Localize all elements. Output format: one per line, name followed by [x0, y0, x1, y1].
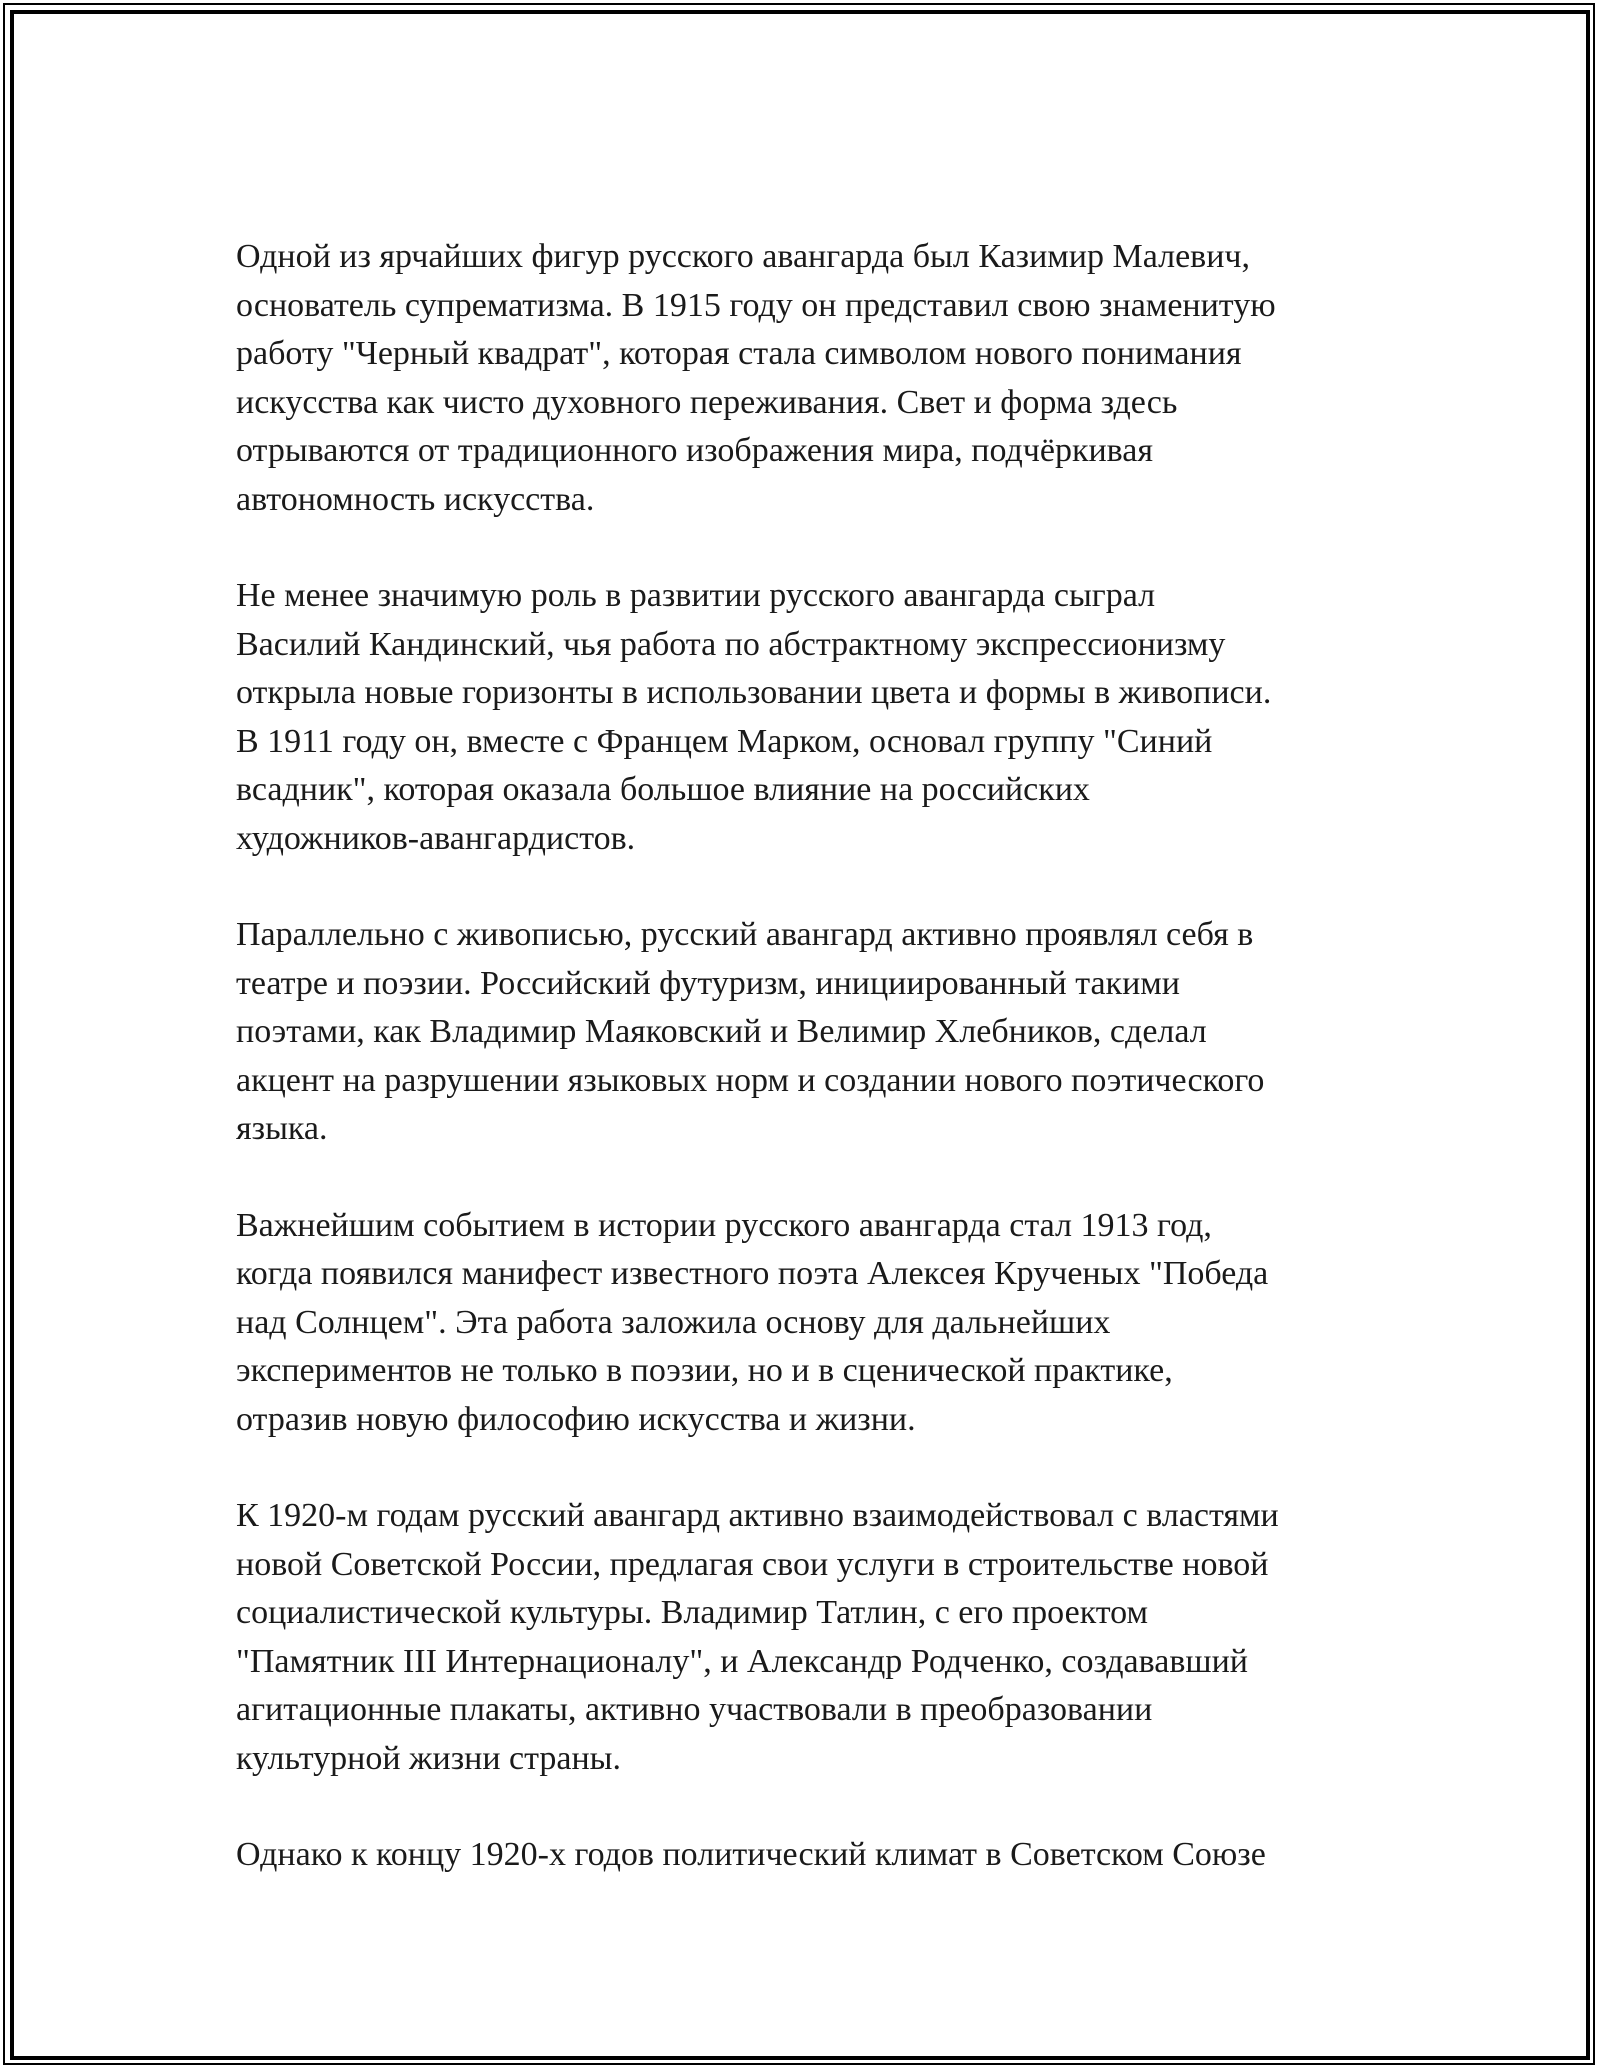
text-line: агитационные плакаты, активно участвовали в преобразовании: [236, 1691, 1153, 1728]
text-line: Важнейшим событием в истории русского авангарда стал 1913 год,: [236, 1206, 1212, 1244]
text-line: над Солнцем". Эта работа заложила основу для дальнейших: [236, 1303, 1111, 1341]
text-line: автономность искусства.: [236, 480, 595, 518]
text-line: "Памятник III Интернационалу", и Александр Родченко, создававший: [236, 1642, 1248, 1680]
text-line: культурной жизни страны.: [236, 1739, 622, 1777]
text-line: новой Советской России, предлагая свои услуги в строительстве новой: [236, 1545, 1269, 1583]
paragraph-late-1920s: [236, 1831, 1386, 1880]
paragraph-kandinsky: [236, 572, 1386, 863]
document-body: [236, 233, 1386, 1928]
text-line: театре и поэзии. Российский футуризм, инициированный такими: [236, 964, 1180, 1002]
text-line: работу "Черный квадрат", которая стала символом нового понимания: [236, 335, 1242, 372]
text-line: отразив новую философию искусства и жизни.: [236, 1400, 916, 1438]
text-line: искусства как чисто духовного переживания. Свет и форма здесь: [236, 383, 1178, 421]
text-line: художников-авангардистов.: [236, 819, 636, 857]
text-line: Одной из ярчайших фигур русского авангарда был Казимир Малевич,: [236, 238, 1251, 275]
paragraph-futurism: [236, 911, 1386, 1154]
text-line: В 1911 году он, вместе с Францем Марком, основал группу "Синий: [236, 722, 1213, 760]
text-line: Не менее значимую роль в развитии русского авангарда сыграл: [236, 577, 1156, 614]
paragraph-1920s: [236, 1492, 1386, 1783]
paragraph-victory-over-sun: [236, 1202, 1386, 1445]
text-line: открыла новые горизонты в использовании цвета и формы в живописи.: [236, 674, 1272, 711]
text-line: акцент на разрушении языковых норм и создании нового поэтического: [236, 1061, 1265, 1099]
text-line: основатель супрематизма. В 1915 году он представил свою знаменитую: [236, 286, 1276, 324]
text-line: Параллельно с живописью, русский авангард активно проявлял себя в: [236, 916, 1254, 953]
text-line: социалистической культуры. Владимир Татлин, с его проектом: [236, 1594, 1149, 1631]
paragraph-malevich: [236, 233, 1386, 524]
text-line: К 1920-м годам русский авангард активно взаимодействовал с властями: [236, 1497, 1279, 1534]
text-line: Однако к концу 1920-х годов политический климат в Советском Союзе: [236, 1836, 1266, 1873]
text-line: Василий Кандинский, чья работа по абстрактному экспрессионизму: [236, 625, 1226, 663]
text-line: отрываются от традиционного изображения мира, подчёркивая: [236, 432, 1154, 469]
text-line: всадник", которая оказала большое влияние на российских: [236, 771, 1090, 808]
text-line: поэтами, как Владимир Маяковский и Велимир Хлебников, сделал: [236, 1013, 1207, 1050]
text-line: языка.: [236, 1110, 328, 1147]
text-line: экспериментов не только в поэзии, но и в сценической практике,: [236, 1352, 1173, 1389]
text-line: когда появился манифест известного поэта Алексея Крученых "Победа: [236, 1255, 1269, 1292]
